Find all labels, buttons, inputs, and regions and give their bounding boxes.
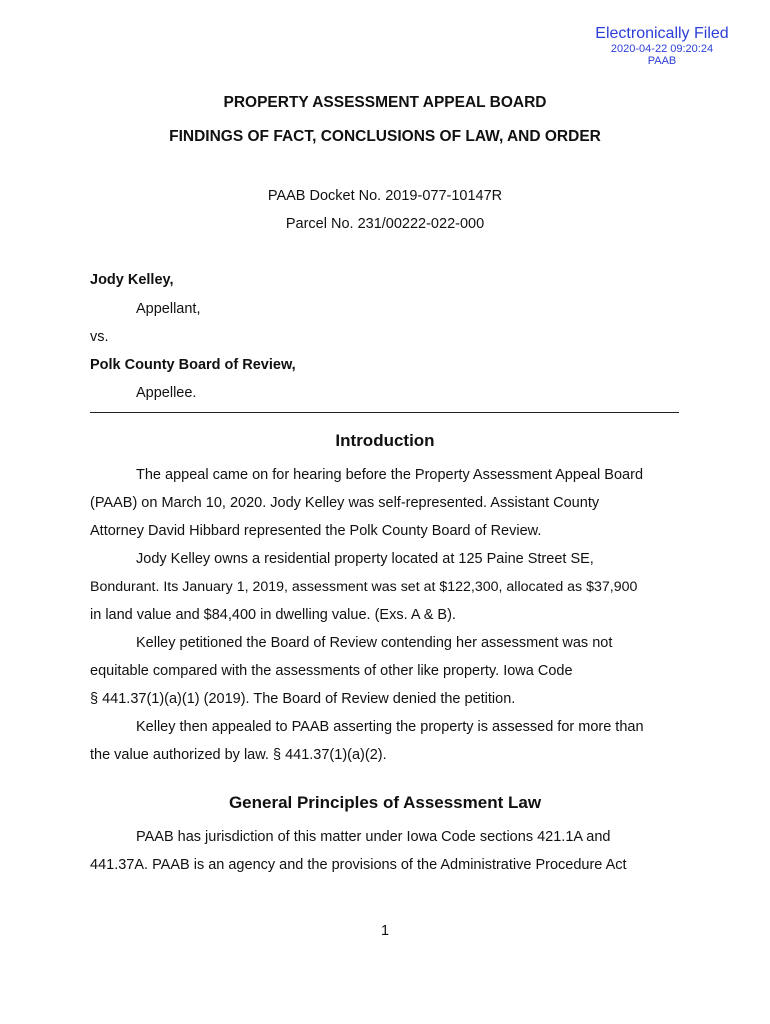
docket-number: PAAB Docket No. 2019-077-10147R	[267, 188, 503, 204]
principles-line: PAAB has jurisdiction of this matter under Iowa Code sections 421.1A and	[136, 829, 611, 845]
appellant-role: Appellant,	[136, 301, 201, 317]
filing-stamp	[582, 26, 742, 67]
intro-line: Kelley then appealed to PAAB asserting the property is assessed for more than	[136, 719, 644, 735]
intro-line: Kelley petitioned the Board of Review contending her assessment was not	[136, 635, 613, 651]
principles-heading: General Principles of Assessment Law	[228, 793, 542, 812]
document-subtitle: FINDINGS OF FACT, CONCLUSIONS OF LAW, AND ORDER	[169, 128, 601, 145]
page-number: 1	[380, 923, 390, 939]
stamp-title: Electronically Filed	[595, 25, 729, 42]
document-title: PROPERTY ASSESSMENT APPEAL BOARD	[223, 94, 547, 111]
intro-line: Attorney David Hibbard represented the Polk County Board of Review.	[90, 523, 542, 539]
intro-line: § 441.37(1)(a)(1) (2019). The Board of Review denied the petition.	[90, 691, 516, 707]
caption-divider	[90, 412, 679, 413]
intro-line: Bondurant. Its January 1, 2019, assessment was set at $122,300, allocated as $37,900	[90, 579, 638, 595]
versus-label: vs.	[90, 329, 109, 345]
stamp-agency: PAAB	[647, 55, 677, 67]
intro-line: (PAAB) on March 10, 2020. Jody Kelley was self-represented. Assistant County	[90, 495, 600, 511]
principles-line: 441.37A. PAAB is an agency and the provisions of the Administrative Procedure Act	[90, 857, 627, 873]
introduction-heading: Introduction	[335, 431, 435, 450]
parcel-number: Parcel No. 231/00222-022-000	[285, 216, 485, 232]
intro-line: the value authorized by law. § 441.37(1)(a)(2).	[90, 747, 387, 763]
intro-line: Jody Kelley owns a residential property located at 125 Paine Street SE,	[136, 551, 594, 567]
stamp-datetime: 2020-04-22 09:20:24	[610, 43, 714, 55]
appellee-name: Polk County Board of Review,	[90, 357, 296, 373]
intro-line: equitable compared with the assessments of other like property. Iowa Code	[90, 663, 573, 679]
appellant-name: Jody Kelley,	[90, 272, 174, 288]
intro-line: in land value and $84,400 in dwelling value. (Exs. A & B).	[90, 607, 456, 623]
appellee-role: Appellee.	[136, 385, 197, 401]
intro-line: The appeal came on for hearing before the Property Assessment Appeal Board	[136, 467, 644, 483]
